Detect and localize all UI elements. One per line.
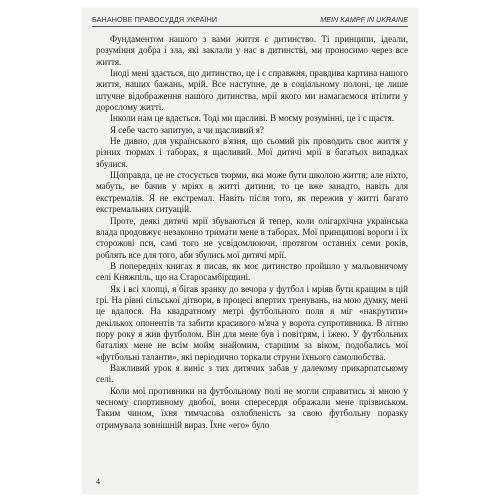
page-number: 4 bbox=[96, 477, 100, 486]
paragraph: В попередніх книгах я писав, як моє дитинство пройшло у мальовничому селі Княжпіль, що на Старосамбірщині. bbox=[96, 260, 408, 283]
paragraph: Проте, деякі дитячі мрії збуваються й тепер, коли олігархічна українська влада продовжує незаконно тримати мене в таборах. Мої принципові вороги і їх сторожові пси, самі того не усвідомлюючи, протягом останніх семи років, роблять все для того, аби збулись мої дитячі мрії. bbox=[96, 215, 408, 260]
body-text bbox=[96, 34, 408, 431]
book-page bbox=[82, 8, 418, 494]
paragraph: Як і всі хлопці, я бігав зранку до вечора у футбол і мріяв бути кращим в цій грі. На рівні сільської дітвори, в процесі впертих тренувань, на мою думку, мені це вдалося. На квадратному метрі футбольного поля я міг «накрутити» декількох опонентів та забити красивого м'яча у ворота супротивника. В літню пору року я жив футболом. Він для мене був і повітрям, і їжею. У футбольних баталіях мене не всім мойм знайомим, старшим за віком, подобались мої «футбольні таланти», які періодично торкали струни їхнього самолюбства. bbox=[96, 283, 408, 362]
paragraph: Інколи нам це вдається. Тоді ми щасливі. В моєму розумінні, це і є щастя. bbox=[110, 113, 395, 124]
paragraph: Не дивно, для українського в'язня, що сьомий рік проводить своє життя у різних тюрмах і таборах, я щасливий. Мої дитячі мрії в багатьох випадках збулися. bbox=[96, 136, 408, 169]
paragraph: Щоправда, це не стосується тюрми, яка може бути школою життя; але ніхто, мабуть, не бачив у мріях в житті дитини, то це вже занадто, навіть для екстремалів. Я не екстремал. Навіть після того, як пережив у житті багато екстремальних ситуацій. bbox=[96, 170, 408, 215]
paragraph: Важливий урок я виніс з тих дитячих забав у далекому прикарпатському селі. bbox=[96, 362, 408, 385]
paragraph: Я себе часто запитую, а чи щасливий я? bbox=[110, 124, 264, 135]
paragraph: Фундаментом нашого з вами життя є дитинство. Ті принципи, ідеали, розуміння добра і зла, які заклали у нас в дитинстві, ми проносимо через все життя. bbox=[96, 34, 408, 67]
paragraph: Іноді мені здається, що дитинство, це і є справжня, правдива картина нашого життя, наших бажань, мрій. Все наступне, де в соціальному полоні, це лише штучне відображення нашого дитинства, мрії якого ми намагаємося втілити у дорослому житті. bbox=[96, 68, 408, 113]
header-chapter-title: MEIN KAMPF IN UKRAINE bbox=[320, 15, 408, 24]
paragraph: Коли мої противники на футбольному полі не могли справитись зі мною у чесному спортивному двобої, вони спересердя ображали мене прізвиськом. Таким чином, їхня тимчасова озлобленість за свою футбольну поразку отримувала зовнішній вираз. Їхнє «его» було bbox=[96, 385, 408, 430]
running-header bbox=[92, 14, 408, 27]
header-book-title: БАНАНОВЕ ПРАВОСУДДЯ УКРАЇНИ bbox=[92, 15, 218, 24]
